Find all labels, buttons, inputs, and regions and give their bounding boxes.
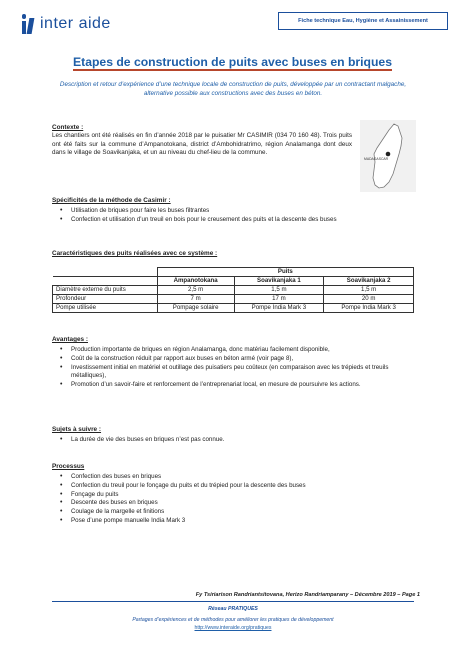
sujets-list (60, 436, 224, 445)
list-item: • La durée de vie des buses en briques n’est pas connue. (60, 436, 224, 445)
sujets-heading: Sujets à suivre : (52, 426, 102, 433)
logo-text: inter aide (40, 15, 111, 32)
processus-list (60, 473, 306, 526)
caracteristiques-heading: Caractéristiques des puits réalisées avec ce système : (52, 250, 218, 257)
footer-authors: Fy Tsiriarison Randriantsitovana, Herizo Randriamparany – Décembre 2019 – Page 1 (195, 592, 420, 598)
contexte-heading: Contexte : (52, 124, 84, 131)
map-label: MADAGASCAR (364, 157, 389, 161)
table-cell: 1,5 m (234, 286, 324, 295)
document-title: Etapes de construction de puits avec buses en briques (73, 55, 392, 69)
list-item: • Production importante de briques en région Analamanga, donc matériau facilement disponible, (60, 346, 414, 355)
table-row (53, 268, 414, 277)
list-item: • Pose d’une pompe manuelle India Mark 3 (60, 517, 306, 526)
table-cell: 7 m (157, 295, 234, 304)
table-cell: 1,5 m (324, 286, 414, 295)
specificites-list (60, 207, 337, 225)
list-item: • Confection et utilisation d’un treuil en bois pour le creusement des puits et la descente des buses (60, 216, 337, 225)
table-column-header: Soavikanjaka 1 (234, 277, 324, 286)
avantages-list (60, 346, 414, 390)
list-item: • Investissement initial en matériel et outillage des puisatiers peu coûteux (en comparaison avec les trépieds et treuils métalliques), (60, 364, 414, 382)
table-row (53, 277, 414, 286)
table-row-label: Diamètre externe du puits (53, 286, 158, 295)
list-item: • Confection du treuil pour le fonçage du puits et du trépied pour la descente des buses (60, 482, 306, 491)
contexte-text: Les chantiers ont été réalisés en fin d’année 2018 par le puisatier Mr CASIMIR (034 70 160 48). Trois puits ont été faits sur la commune d’Ampanotokana, district d’Ambohidratrimo, région Analamanga dont deux dans le village de Soavikanjaka, et un au niveau du chef-lieu de la commune. (52, 132, 352, 157)
avantages-heading: Avantages : (52, 336, 88, 343)
list-item: • Utilisation de briques pour faire les buses filtrantes (60, 207, 337, 216)
table-row (53, 295, 414, 304)
list-item: • Coût de la construction réduit par rapport aux buses en béton armé (voir page 8), (60, 355, 414, 364)
sheet-type-box (278, 12, 448, 30)
list-item: • Descente des buses en briques (60, 499, 306, 508)
table-row (53, 304, 414, 313)
table-cell: Pompe India Mark 3 (324, 304, 414, 313)
specificites-heading: Spécificités de la méthode de Casimir : (52, 197, 171, 204)
footer-link[interactable]: http://www.interaide.org/pratiques (194, 625, 272, 631)
table-row-label: Profondeur (53, 295, 158, 304)
inter-aide-logo (20, 14, 111, 34)
sheet-type-label: Fiche technique Eau, Hygiène et Assainissement (298, 18, 428, 24)
table-cell: Pompage solaire (157, 304, 234, 313)
table-row (53, 286, 414, 295)
table-cell: Pompe India Mark 3 (234, 304, 324, 313)
table-group-header: Puits (157, 268, 413, 277)
wells-table (52, 267, 414, 313)
table-cell: 2,5 m (157, 286, 234, 295)
list-item: • Confection des buses en briques (60, 473, 306, 482)
footer-tagline: Partages d’expériences et de méthodes pour améliorer les pratiques de développement (132, 617, 334, 623)
madagascar-map (360, 120, 416, 192)
table-column-header: Ampanotokana (157, 277, 234, 286)
table-cell: 20 m (324, 295, 414, 304)
list-item: • Promotion d’un savoir-faire et renforcement de l’entreprenariat local, en mesure de poursuivre les actions. (60, 381, 414, 390)
footer-network: Réseau PRATIQUES (208, 606, 258, 612)
list-item: • Coulage de la margelle et finitions (60, 508, 306, 517)
processus-heading: Processus (52, 463, 85, 470)
table-column-header: Soavikanjaka 2 (324, 277, 414, 286)
madagascar-map-icon (360, 120, 416, 192)
intro-text: Description et retour d’expérience d’une technique locale de construction de puits, développée par un contractant malgache, alternative possible aux constructions avec des buses en béton. (59, 81, 407, 97)
table-cell: 17 m (234, 295, 324, 304)
list-item: • Fonçage du puits (60, 491, 306, 500)
table-row-label: Pompe utilisée (53, 304, 158, 313)
logo-icon (20, 14, 36, 34)
footer-box (52, 601, 414, 634)
